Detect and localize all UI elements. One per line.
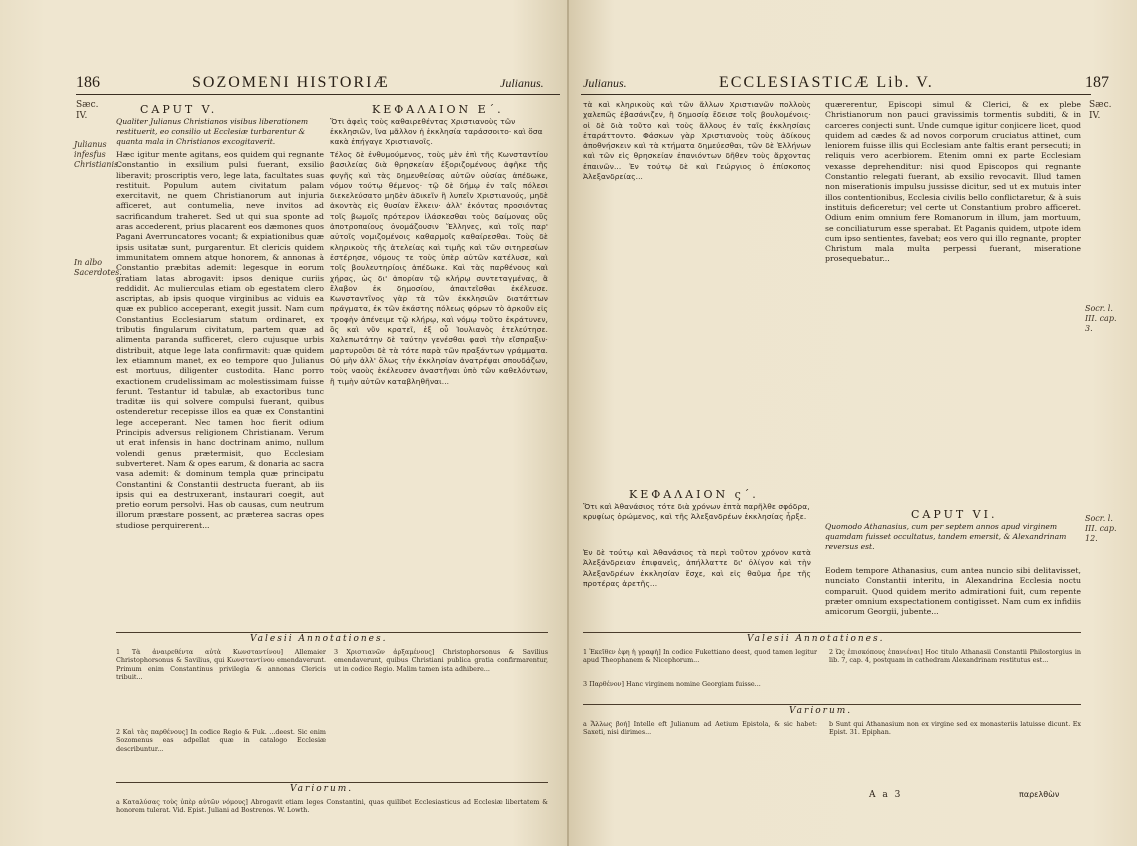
margin-note-left-1: Julianus infesfus Christianis. [74, 140, 121, 169]
annotation-note-right-1: 1 Ἐκεῖθεν ἐφη ἡ γραφὴ] In codice Fukettiano deest, quod tamen legitur apud Theophanem & Nicephorum... [583, 648, 817, 665]
latin-column-right-2 [825, 566, 1081, 630]
latin-chapter-summary-right: Quomodo Athanasius, cum per septem annos apud virginem quamdam fuisset occultatus, tandem emersit, & Alexandrinam reversus est. [825, 522, 1067, 551]
variorum-rule-right [583, 704, 1081, 705]
greek-column-right [583, 100, 811, 480]
margin-note-right-1: Socr. l. III. cap. 3. [1085, 304, 1117, 333]
annotation-note-right-3: 3 Παρθένον] Hanc virginem nomine Georgiam fuisse... [583, 680, 761, 688]
margin-note-left-2: In albo Sacerdotes. [74, 258, 122, 277]
variorum-heading-left: Variorum. [290, 784, 354, 794]
running-title-right: ECCLESIASTICÆ Lib. V. [719, 74, 934, 91]
greek-chapter-summary: Ὅτι ἀφεὶς τοὺς καθαιρεθέντας Χριστιανοὺς τῶν ἐκκλησιῶν, ἵνα μᾶλλον ἡ ἐκκλησία ταράσσοιτο· καὶ ὅσα κακὰ ἐπήγαγε Χριστιανοῖς. [330, 117, 543, 146]
latin-chapter-heading: CAPUT V. [140, 103, 218, 116]
latin-column-right [825, 100, 1081, 500]
variorum-note-left: a Καταλύσας τοὺς ὑπὲρ αὐτῶν νόμους] Abrogavit etiam leges Constantini, quas quilibet Ecclesiasticus ad Ecclesiæ libertatem & honorem tulerat. Vid. Epist. Juliani ad Bostrenos. W. Lowth. [116, 798, 548, 815]
greek-paragraph: Τέλος δὲ ἐνθυμούμενος, τοὺς μὲν ἐπὶ τῆς Κωνσταντίου βασιλείας διὰ θρησκείαν ἐξοριζομένους ἀφῆκε τῆς φυγῆς καὶ τὰς δημευθείσας αὐτῶν οὐσίας ἀπέδωκε, νόμον τούτῳ θέμενος· τῷ δὲ δήμῳ ἐν ταῖς πόλεσι διεκελεύσατο μηδὲν ἀδικεῖν ἢ λυπεῖν Χριστιανούς, μηδὲ ἀκοντὰς εἰς θυσίαν ἕλκειν· ἀλλ' ἐκόντας προσιόντας τοῖς βωμοῖς πρότερον ἱλάσκεσθαι τοὺς δαίμονας οὓς ἀποτροπαίους ὀνομάζουσιν Ἕλληνες, καὶ τοῖς παρ' αὐτοῖς νομιζομένοις καθαρμοῖς καθαίρεσθαι. Τοὺς δὲ κληρικοὺς τῆς ἀτελείας καὶ τιμῆς καὶ τῶν σιτηρεσίων ἐστέρησε, νόμους τε τοὺς ὑπὲρ αὐτῶν κατέλυσε, καὶ τοῖς βουλευτηρίοις ἀπέδωκε. Καὶ τὰς παρθένους καὶ χήρας, ὡς δι' ἀπορίαν τῷ κλήρῳ συντεταγμένας, ἃ ἔλαβον ἐκ δημοσίου, ἀπαιτεῖσθαι ἐκέλευσε. Κωνσταντῖνος γὰρ τὰ τῶν ἐκκλησιῶν διατάττων πράγματα, ἐκ τῶν ἑκάστης πόλεως φόρων τὸ ἀρκοῦν εἰς τροφὴν ἀπένειμε τῷ κλήρῳ, καὶ νόμῳ τοῦτο ἐκράτυνεν, ὃς καὶ νῦν κρατεῖ, ἐξ οὗ Ἰουλιανὸς ἐτελεύτησε. Χαλεπωτάτην δὲ ταύτην γενέσθαι φασὶ τὴν εἴσπραξιν· μαρτυροῦσι δὲ τὰ τότε παρὰ τῶν πραξάντων γράμματα. Οὐ μὴν ἀλλ' ὅλως τὴν ἐκκλησίαν ἀνατρέψαι σπουδάζων, τοὺς ναοὺς ἐκέλευσεν ἀναστῆναι ὑπὸ τῶν καθελόντων, ἢ τιμὴν αὐτῶν καταβληθῆναι... [330, 150, 548, 386]
annotation-note-right-2: 2 Ὡς ἐπισκόπους ἐπανιέναι] Hoc titulo Athanasii Constantii Philostorgius in lib. 7, cap. 4, postquam in cathedram Alexandrinam restitutus est... [829, 648, 1081, 665]
latin-column-left [116, 150, 324, 630]
latin-chapter-summary: Qualiter Julianus Christianos visibus liberationem restituerit, eo consilio ut Ecclesiæ turbarentur & quanta mala in Christianos excogitaverit. [116, 117, 309, 146]
margin-note-right-2: Socr. l. III. cap. 12. [1085, 514, 1117, 543]
annotations-heading-left: Valesii Annotationes. [250, 634, 388, 644]
annotation-note-left-3: 3 Χριστιανῶν ἀρξαμένους] Christophorsonus & Savilius emendaverunt, quibus Christiani publica gratia confirmarentur, ut in codice Regio. Malim tamen ista adhibere... [334, 648, 548, 673]
variorum-rule-left [116, 782, 548, 783]
greek-paragraph-right: τὰ καὶ κληρικοὺς καὶ τῶν ἄλλων Χριστιανῶν πολλοὺς χαλεπῶς ἐβασάνιζεν, ἢ δημοσίᾳ ἔδεισε τοῖς βουλομένοις· οἱ δὲ διὰ τοῦτο καὶ τοὺς ἄλλους ἐν ταῖς ἐκκλησίαις ἐταράττοντο. Φάσκων γὰρ Χριστιανοὺς τοὺς ἀδίκους ἀποθνήσκειν καὶ τὰ κτήματα δημεύεσθαι, τῶν δὲ Ἑλλήνων καὶ τῶν εἰς θρησκείαν ἐπανιόντων δῆθεν τοὺς ἄρχοντας ἐπαινῶν... Ἐν τούτῳ δὲ καὶ Γεώργιος ὁ ἐπίσκοπος Ἀλεξανδρείας... [583, 100, 811, 182]
greek-column-right-2 [583, 548, 811, 630]
greek-chapter-summary-right: Ὅτι καὶ Ἀθανάσιος τότε διὰ χρόνων ἑπτὰ παρῆλθε σφόδρα, κρυφίως ὁρώμενος, καὶ τῆς Ἀλεξανδρέων ἐκκλησίας ἦρξε. [583, 502, 810, 521]
variorum-note-right-1: a Ἄλλως βοή] Intelle eft Julianum ad Aetium Epistola, & sic habet: Saxeti, nisi dirimes... [583, 720, 817, 737]
latin-chapter-heading-right: CAPUT VI. [911, 508, 998, 521]
running-section-right: Julianus. [583, 76, 627, 90]
greek-chapter-heading-right: ΚΕΦΑΛΑΙΟΝ ς΄. [629, 488, 759, 501]
greek-column-left [330, 150, 548, 630]
page-number-right: 187 [1085, 74, 1109, 91]
latin-paragraph: Hæc igitur mente agitans, eos quidem qui regnante Constantio in exsilium pulsi fuerant, exsilio liberavit; proscriptis vero, lege lata, facultates suas restituit. Populum autem civitatum palam exercitavit, ne quem Christianorum aut injuria afficeret, aut contumelia, neve invitos ad sacrificandum traheret. Sed ut qui sua sponte ad aras accederent, prius placarent eos dæmones quos Pagani Averruncatores vocant; & expiationibus quæ ipsis usitatæ sunt, purgarentur. Et clericis quidem immunitatem omnem atque honorem, & annonas à Constantio præbitas ademit: legesque in eorum gratiam latas abrogavit: ipsos denique curiis reddidit. Ac mulierculas etiam ob egestatem clero ascriptas, ab ipsis quoque virginibus ac viduis ea quæ ex publico acceperant, exegit jussit. Nam cum Constantius Ecclesiarum statum ordinaret, ex tributis fingularum civitatum, partem quæ ad alimenta paranda sufficeret, clero cujusque urbis distribuit, atque lege lata confirmavit: quæ quidem lex etiamnum manet, ex eo tempore quo Julianus est mortuus, diligenter custodita. Hanc porro exactionem crudelissimam ac molestissimam fuisse ferunt. Testantur id tabulæ, ab exactoribus tunc traditæ iis qui solvere compulsi fuerant, quibus ostenderetur recepisse illos ea quæ ex Constantini lege acceperant. Nec tamen hoc fierit odium Principis adversus religionem Christianam. Verum ut erat infensis in hanc doctrinam animo, nullum volendi genus prætermisit, quo Ecclesiam subverteret. Nam & opes earum, & donaria ac sacra vasa ademit: & dominum templa quæ principatu Constantini & Constantii destructa fuerant, ab iis ipsis qui ea destruxerant, instaurari coegit, aut pretio eorum persolvi. Has ob causas, cum neutrum illorum præstare possent, ac præterea sacras opes studiose perquirerent... [116, 150, 324, 530]
annotations-heading-right: Valesii Annotationes. [747, 634, 885, 644]
margin-century-right: Sæc. IV. [1089, 100, 1112, 121]
right-page [569, 0, 1137, 846]
greek-paragraph-right-2: Ἐν δὲ τούτῳ καὶ Ἀθανάσιος τὰ περὶ τοῦτον χρόνον κατὰ Ἀλεξάνδρειαν ἐπιφανεὶς, ἀπήλλαττε δι' ὀλίγον καὶ τὴν Ἀλεξανδρέων ἐκκλησίαν ἔσχε, καὶ εἰς θαῦμα ἦρε τῆς προτέρας ἀρετῆς... [583, 548, 811, 588]
catchword: παρελθὼν [1019, 790, 1060, 799]
running-title-left: SOZOMENI HISTORIÆ [192, 74, 390, 91]
header-rule-left [76, 94, 560, 95]
variorum-note-right-2: b Sunt qui Athanasium non ex virgine sed ex monasteriis latuisse dicunt. Ex Epist. 31. Epiphan. [829, 720, 1081, 737]
annotation-note-left-1: 1 Τὰ ἀναιρεθέντα αὐτὰ Κωνσταντίνου] Allemaier Christophorsonus & Savilius, qui Κωνσταντίνου emendaverunt. Primum enim Constantinus privilegia & annonas Clericis tribuit... [116, 648, 326, 682]
variorum-heading-right: Variorum. [789, 706, 853, 716]
page-number-left: 186 [76, 74, 100, 91]
greek-chapter-heading: ΚΕΦΑΛΑΙΟΝ Ε΄. [372, 103, 504, 116]
header-rule-right [581, 94, 1091, 95]
annotations-rule-left [116, 632, 548, 633]
latin-paragraph-right-2: Eodem tempore Athanasius, cum antea nuncio sibi delitavisset, nunciato Constantii interitu, in Alexandrina Ecclesia noctu comparuit. Quod quidem merito admirationi fuit, cum repente præter omnium exspectationem contigisset. Nam cum ex infidiis amicorum Georgii, jubente... [825, 566, 1081, 617]
signature-mark: A a 3 [869, 790, 903, 800]
running-section-left: Julianus. [500, 76, 544, 90]
annotations-rule-right [583, 632, 1081, 633]
annotation-note-left-2: 2 Καὶ τὰς παρθένους] In codice Regio & Fuk. ...deest. Sic enim Sozomenus eas adpellat quæ in catalogo Ecclesiæ describuntur... [116, 728, 326, 753]
margin-century-left: Sæc. IV. [76, 100, 99, 121]
latin-paragraph-right: quærerentur, Episcopi simul & Clerici, & ex plebe Christianorum non pauci gravissimis tormentis subditi, & in carceres conjecti sunt. Unde cumque igitur conjicere licet, quod quidem ad cædes & ad novos corporum cruciatus attinet, cum leniorem fuisse illis qui Ecclesiam ante faltis erant persecuti; in reliquis vero acerbiorem. Etenim omni ex parte Ecclesiam vexasse deprehenditur: nisi quod Episcopos qui regnante Constantio relegati fuerant, ab exsilio revocavit. Illud tamen non miserationis impulsu jussisse dicitur, sed ut ex mutuis inter illos contentionibus, Ecclesia civilis bello conflictaretur, & à suis instituis deficeretur; vel certe ut Constantium probro afficeret. Odium enim omnium fere Romanorum in illum, jam mortuum, se conciliaturum esse sperabat. Et Paganis quidem, utpote idem cum ipso sentientes, favebat; eos vero qui illo regnante, propter Christum mala multa perpessi fuerant, miseratione prosequebatur... [825, 100, 1081, 264]
